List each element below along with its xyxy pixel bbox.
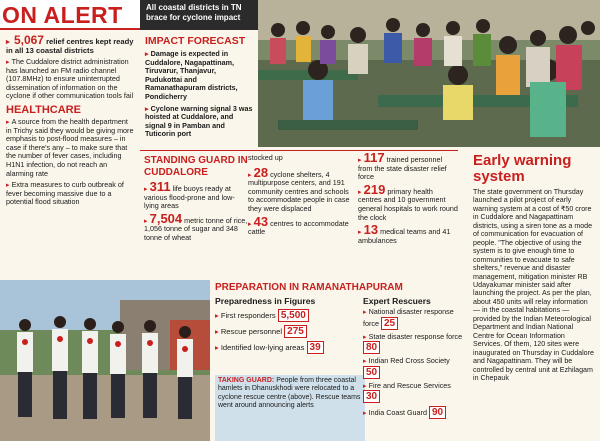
guard-fact-text: life buoys ready at various flood-prone and low-lying areas [144, 184, 235, 211]
guard-column-2 [248, 154, 356, 241]
rescue-team-illustration [0, 280, 210, 441]
health-text-1-body: A source from the health department in Trichy said they would be giving more emphasis to post-flood measures – in case if there's any – to make sure that the number of fever cases, including H1N1 infection, do not reach an alarming rate [6, 116, 134, 178]
figure-label: First responders [220, 311, 276, 320]
expert-row [363, 406, 465, 419]
early-warning-body: The state government on Thursday launched a pilot project of early warning system at a cost of ₹50 crore in Cuddalore and Nagapattinam districts, using a siren tone as a mode of communication for evacuation of people. "The objective of using the system is to give enough time to communities to evacuate to safe shelters," revenue and disaster management, mitigation minister RB Udayakumar minister said after launching the project. As per the plan, about 450 units will relay information — in the coastal habitations — provided by the Indian Meteorological Department and Indian National Centre for Ocean Information Services. Of them, 120 sites were inaugurated on Thursday in Cuddalore and Nagapattinam. They will be controlled by central unit at Ezhilagam in Chepauk [473, 188, 594, 382]
expert-rescuers [363, 296, 465, 422]
guard-fact [248, 164, 356, 214]
guard-column-3 [358, 150, 458, 249]
expert-row [363, 308, 465, 330]
early-warning-section [468, 150, 600, 441]
guard-fact [144, 210, 248, 243]
expert-row [363, 382, 465, 404]
expert-row [363, 333, 465, 355]
page-title: ON ALERT [2, 2, 123, 28]
guard-fact [358, 150, 458, 182]
guard-fact-number: 117 [363, 150, 385, 165]
photo-caption [215, 375, 365, 441]
expert-label: Fire and Rescue Services [368, 380, 451, 390]
rescue-team-photo [0, 280, 210, 441]
standing-guard-section [140, 150, 458, 280]
guard-fact-text: primary health centres and 10 government general hospitals to work round the clock [358, 186, 458, 222]
guard-fact-text: metric tonne of rice, 1,056 tonne of sugar and 348 tonne of wheat [144, 215, 248, 242]
left-column [0, 32, 140, 294]
guard-fact-number: 13 [363, 222, 379, 238]
relief-centres-fact [6, 33, 134, 55]
early-warning-heading [473, 153, 595, 185]
fm-channel-text [6, 58, 134, 101]
guard-fact-text: trained personnel from the state disaster relief force [358, 155, 447, 182]
relief-centre-illustration [258, 0, 600, 147]
guard-fact-text: medical teams and 41 ambulances [358, 227, 451, 245]
figure-row [215, 341, 355, 354]
guard-fact [248, 213, 356, 237]
expert-row [363, 357, 465, 379]
caption-text: People from three coastal hamlets in Dhanuskhodi were relocated to a cyclone rescue centre (above). Rescue teams went around announcing alerts [218, 377, 361, 410]
expert-label: National disaster response force [363, 307, 454, 328]
figure-value: 39 [307, 341, 324, 354]
guard-fact-number: 28 [253, 164, 269, 180]
figure-label: Rescue personnel [220, 327, 283, 336]
figure-value: 5,500 [278, 309, 309, 322]
impact-forecast [140, 32, 258, 147]
expert-value: 30 [363, 390, 380, 403]
preparation-heading: PREPARATION IN RAMANATHAPURAM [215, 282, 403, 293]
health-text-1 [6, 118, 134, 178]
fm-channel-body: The Cuddalore district administration has launched an FM radio channel (107.8MHz) to ensure uninterrupted dissemination of information on the cyclone if other communication tools fail [6, 57, 134, 101]
expert-label: India Coast Guard [368, 408, 427, 418]
relief-centres-count: 5,067 [13, 33, 44, 47]
figure-value: 275 [284, 325, 307, 338]
expert-label: State disaster response force [368, 331, 463, 341]
health-text-2-body: Extra measures to curb outbreak of fever becoming massive due to a potential flood situation [6, 180, 124, 207]
header-strap: All coastal districts in TN brace for cyclone impact [140, 0, 258, 30]
guard-stocked-up: stocked up [248, 153, 283, 162]
guard-fact-number: 7,504 [149, 210, 183, 226]
guard-fact [144, 179, 248, 211]
early-warning-heading-line1: Early warning [473, 152, 572, 169]
expert-rescuers-heading: Expert Rescuers [363, 296, 431, 306]
caption-lead: TAKING GUARD: [218, 377, 275, 384]
standing-guard-heading: STANDING GUARD IN CUDDALORE [144, 155, 248, 178]
impact-text-2 [145, 105, 253, 139]
guard-fact-number: 43 [253, 213, 269, 229]
guard-column-1 [144, 179, 248, 247]
preparedness-figures [215, 296, 355, 357]
impact-text-2-body: Cyclone warning signal 3 was hoisted at Cuddalore, and signal 9 in Pamban and Tuticorin port [145, 103, 253, 139]
expert-value: 90 [429, 406, 446, 419]
guard-fact [358, 222, 458, 245]
impact-text-1 [145, 50, 253, 102]
impact-forecast-heading: IMPACT FORECAST [145, 35, 246, 47]
expert-label: Indian Red Cross Society [368, 356, 450, 366]
header-title-block [0, 0, 140, 30]
figure-label: Identified low-lying areas [220, 343, 305, 352]
expert-value: 25 [381, 317, 398, 330]
guard-fact-text: centres to accommodate cattle [248, 218, 349, 237]
guard-fact-number: 219 [363, 181, 386, 197]
figure-row [215, 309, 355, 322]
guard-fact-text: cyclone shelters, 4 multipurpose centers, and 191 community centres and schools to accommodate people in case they were displaced [248, 169, 350, 213]
expert-value: 80 [363, 341, 380, 354]
health-text-2 [6, 181, 134, 207]
impact-text-1-body: Damage is expected in Cuddalore, Nagapattinam, Tiruvarur, Thanjavur, Pudukottai and Ramanathapuram districts, Pondicherry [145, 49, 238, 101]
guard-fact [358, 181, 458, 222]
healthcare-heading: HEALTHCARE [6, 103, 81, 116]
expert-value: 50 [363, 366, 380, 379]
early-warning-heading-line2: system [473, 168, 525, 185]
preparedness-figures-heading: Preparedness in Figures [215, 296, 316, 306]
figure-row [215, 325, 355, 338]
guard-fact-number: 311 [149, 179, 171, 194]
relief-centres-text: relief centres kept ready in all 13 coastal districts [6, 37, 134, 55]
relief-centre-photo [258, 0, 600, 147]
